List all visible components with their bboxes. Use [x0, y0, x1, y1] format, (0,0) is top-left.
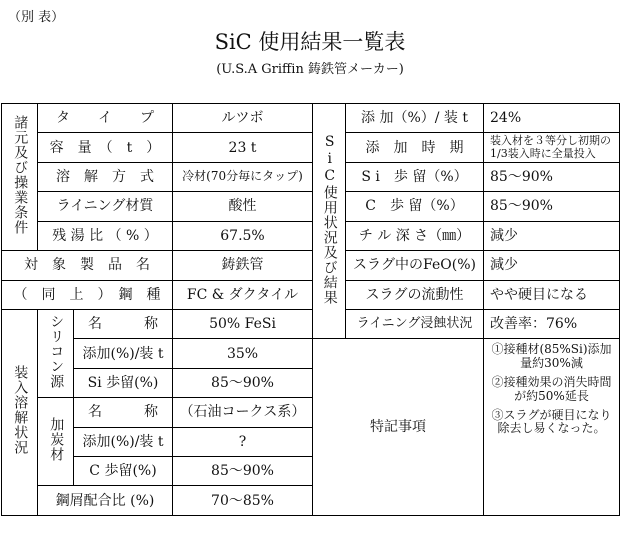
table-row	[2, 280, 620, 309]
spec-section-label: 諸元及び操業条件	[2, 104, 38, 251]
carbon-yield-label: C 歩留(%)	[74, 457, 173, 486]
product-label: 対 象 製 品 名	[2, 251, 173, 280]
remark-item: ②接種効果の消失時間が約50%延長	[491, 374, 612, 403]
sic-lining-erosion-value: 改善率：76%	[484, 309, 620, 338]
sic-timing-value: 装入材を３等分し初期の1/3装入時に全量投入	[484, 133, 620, 162]
carbon-name-value: （石油コークス系）	[173, 398, 313, 427]
sic-feo-value: 減少	[484, 251, 620, 280]
silicon-name-value: 50% FeSi	[173, 309, 313, 338]
table-row	[2, 251, 620, 280]
remarks-list	[484, 339, 620, 516]
silicon-yield-value: 85〜90%	[173, 368, 313, 397]
sic-timing-label: 添 加 時 期	[346, 133, 484, 162]
sic-lining-erosion-label: ライニング浸蝕状況	[346, 309, 484, 338]
table-row	[2, 309, 620, 338]
sic-feo-label: スラグ中のFeO(%)	[346, 251, 484, 280]
sic-slag-fluidity-value: やや硬目になる	[484, 280, 620, 309]
spec-capacity-value: 23 t	[173, 133, 313, 162]
sic-section-label: SiC使用状況及び結果	[313, 104, 346, 339]
steel-grade-label: （ 同 上 ） 鋼 種	[2, 280, 173, 309]
silicon-yield-label: Si 歩留(%)	[74, 368, 173, 397]
page-title: SiC 使用結果一覧表	[214, 30, 406, 54]
sic-addition-label: 添 加（%）/ 装 t	[346, 104, 484, 133]
carbon-name-label: 名 称	[74, 398, 173, 427]
sic-addition-value: 24%	[484, 104, 620, 133]
table-row	[2, 221, 620, 250]
spec-capacity-label: 容 量 （ t ）	[38, 133, 173, 162]
sic-si-yield-value: 85〜90%	[484, 162, 620, 191]
scrap-ratio-label: 鋼屑配合比 (%)	[38, 486, 173, 516]
sic-chill-value: 減少	[484, 221, 620, 250]
annex-label: （別 表）	[8, 10, 65, 25]
carbon-source-label: 加炭材	[38, 398, 74, 486]
results-table	[1, 103, 620, 516]
spec-lining-value: 酸性	[173, 192, 313, 221]
sic-c-yield-label: C 歩 留（%）	[346, 192, 484, 221]
table-row	[2, 339, 620, 368]
remark-item: ③スラグが硬目になり除去し易くなった。	[491, 407, 612, 436]
page-subtitle: (U.S.A Griffin 鋳鉄管メーカー)	[216, 62, 404, 77]
table-row	[2, 192, 620, 221]
spec-heel-value: 67.5%	[173, 221, 313, 250]
spec-type-label: タ イ プ	[38, 104, 173, 133]
charge-section-label: 装入溶解状況	[2, 309, 38, 515]
table-row	[2, 133, 620, 162]
remark-item: ①接種材(85%Si)添加量約30%減	[491, 342, 612, 371]
product-value: 鋳鉄管	[173, 251, 313, 280]
silicon-addition-label: 添加(%)/装 t	[74, 339, 173, 368]
sic-c-yield-value: 85〜90%	[484, 192, 620, 221]
silicon-addition-value: 35%	[173, 339, 313, 368]
spec-melting-label: 溶 解 方 式	[38, 162, 173, 191]
carbon-addition-label: 添加(%)/装 t	[74, 427, 173, 456]
table-row	[2, 104, 620, 133]
silicon-source-label: シリコン源	[38, 309, 74, 397]
sic-slag-fluidity-label: スラグの流動性	[346, 280, 484, 309]
sic-si-yield-label: S i 歩 留（%）	[346, 162, 484, 191]
silicon-name-label: 名 称	[74, 309, 173, 338]
scrap-ratio-value: 70〜85%	[173, 486, 313, 516]
table-row	[2, 162, 620, 191]
steel-grade-value: FC & ダクタイル	[173, 280, 313, 309]
spec-melting-value: 冷材(70分毎にタップ)	[173, 162, 313, 191]
spec-heel-label: 残 湯 比 （ % ）	[38, 221, 173, 250]
carbon-addition-value: ?	[173, 427, 313, 456]
remarks-label: 特記事項	[313, 339, 484, 516]
carbon-yield-value: 85〜90%	[173, 457, 313, 486]
spec-lining-label: ライニング材質	[38, 192, 173, 221]
spec-type-value: ルツボ	[173, 104, 313, 133]
sic-chill-label: チ ル 深 さ（㎜）	[346, 221, 484, 250]
